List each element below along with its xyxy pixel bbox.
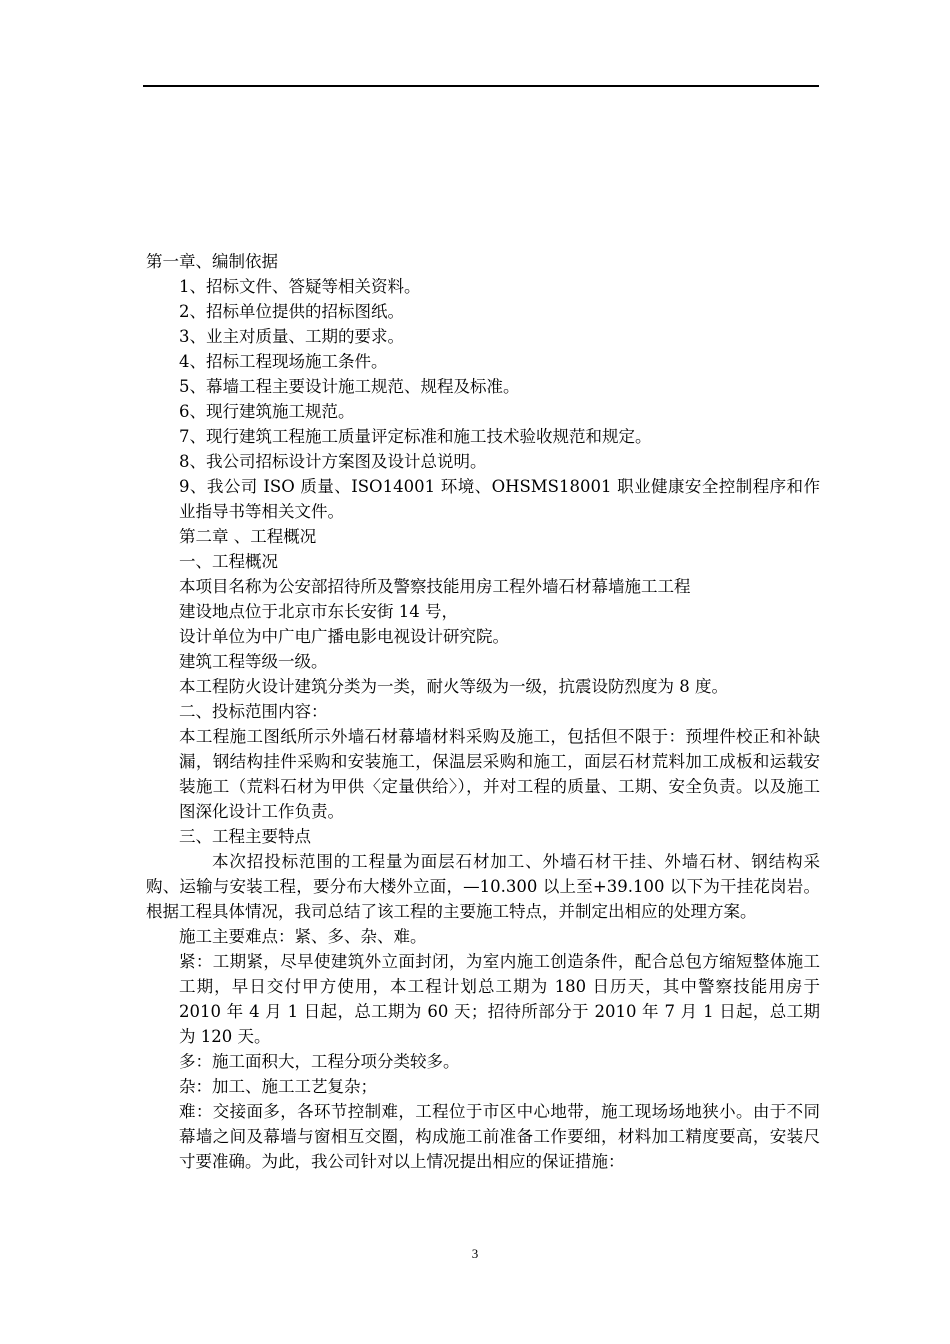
difficulties-line: 施工主要难点：紧、多、杂、难。 [179, 927, 427, 946]
scope-paragraph: 本工程施工图纸所示外墙石材幕墙材料采购及施工，包括但不限于：预埋件校正和补缺漏，钢结构挂件采购和安装施工，保温层采购和施工，面层石材荒料加工成板和运载安装施工（荒料石材为甲供〈定量供给〉），并对工程的质量、工期、安全负责。以及施工图深化设计工作负责。 [179, 727, 820, 821]
features-paragraph: 本次招投标范围的工程量为面层石材加工、外墙石材干挂、外墙石材、钢结构采购、运输与安装工程，要分布大楼外立面，—10.300 以上至+39.100 以下为干挂花岗岩。根据工程具体情况，我司总结了该工程的主要施工特点，并制定出相应的处理方案。 [146, 852, 820, 921]
section-heading: 一、工程概况 [179, 552, 278, 571]
complex-line: 杂：加工、施工工艺复杂； [179, 1077, 377, 1096]
hard-paragraph: 难：交接面多，各环节控制难，工程位于市区中心地带，施工现场场地狭小。由于不同幕墙之间及幕墙与窗相互交圈，构成施工前准备工作要细，材料加工精度要高，安装尺寸要准确。为此，我公司针对以上情况提出相应的保证措施： [179, 1102, 820, 1171]
header-rule [143, 85, 819, 87]
list-item: 5、幕墙工程主要设计施工规范、规程及标准。 [179, 377, 520, 396]
many-line: 多：施工面积大，工程分项分类较多。 [179, 1052, 460, 1071]
chapter-heading: 第一章、编制依据 [146, 252, 278, 271]
page-number: 3 [471, 1246, 479, 1261]
list-item: 9、我公司 ISO 质量、ISO14001 环境、OHSMS18001 职业健康安全控制程序和作业指导书等相关文件。 [179, 477, 820, 521]
section-heading: 二、投标范围内容： [179, 702, 328, 721]
list-item: 3、业主对质量、工期的要求。 [179, 327, 404, 346]
list-item: 8、我公司招标设计方案图及设计总说明。 [179, 452, 487, 471]
overview-line: 建筑工程等级一级。 [179, 652, 328, 671]
document-body [146, 249, 820, 1174]
list-item: 2、招标单位提供的招标图纸。 [179, 302, 404, 321]
section-heading: 三、工程主要特点 [179, 827, 311, 846]
overview-line: 本工程防火设计建筑分类为一类，耐火等级为一级，抗震设防烈度为 8 度。 [179, 677, 728, 696]
list-item: 1、招标文件、答疑等相关资料。 [179, 277, 421, 296]
overview-line: 设计单位为中广电广播电影电视设计研究院。 [179, 627, 509, 646]
list-item: 7、现行建筑工程施工质量评定标准和施工技术验收规范和规定。 [179, 427, 652, 446]
chapter-heading: 第二章 、工程概况 [179, 527, 317, 546]
list-item: 6、现行建筑施工规范。 [179, 402, 355, 421]
tight-paragraph: 紧：工期紧，尽早使建筑外立面封闭，为室内施工创造条件，配合总包方缩短整体施工工期，早日交付甲方使用，本工程计划总工期为 180 日历天，其中警察技能用房于 2010 年 4 月 1 日起，总工期为 60 天；招待所部分于 2010 年 7 月 1 日起，总工期为 120 天。 [179, 952, 820, 1046]
overview-line: 本项目名称为公安部招待所及警察技能用房工程外墙石材幕墙施工工程 [179, 577, 691, 596]
overview-line: 建设地点位于北京市东长安街 14 号， [179, 602, 458, 621]
list-item: 4、招标工程现场施工条件。 [179, 352, 388, 371]
